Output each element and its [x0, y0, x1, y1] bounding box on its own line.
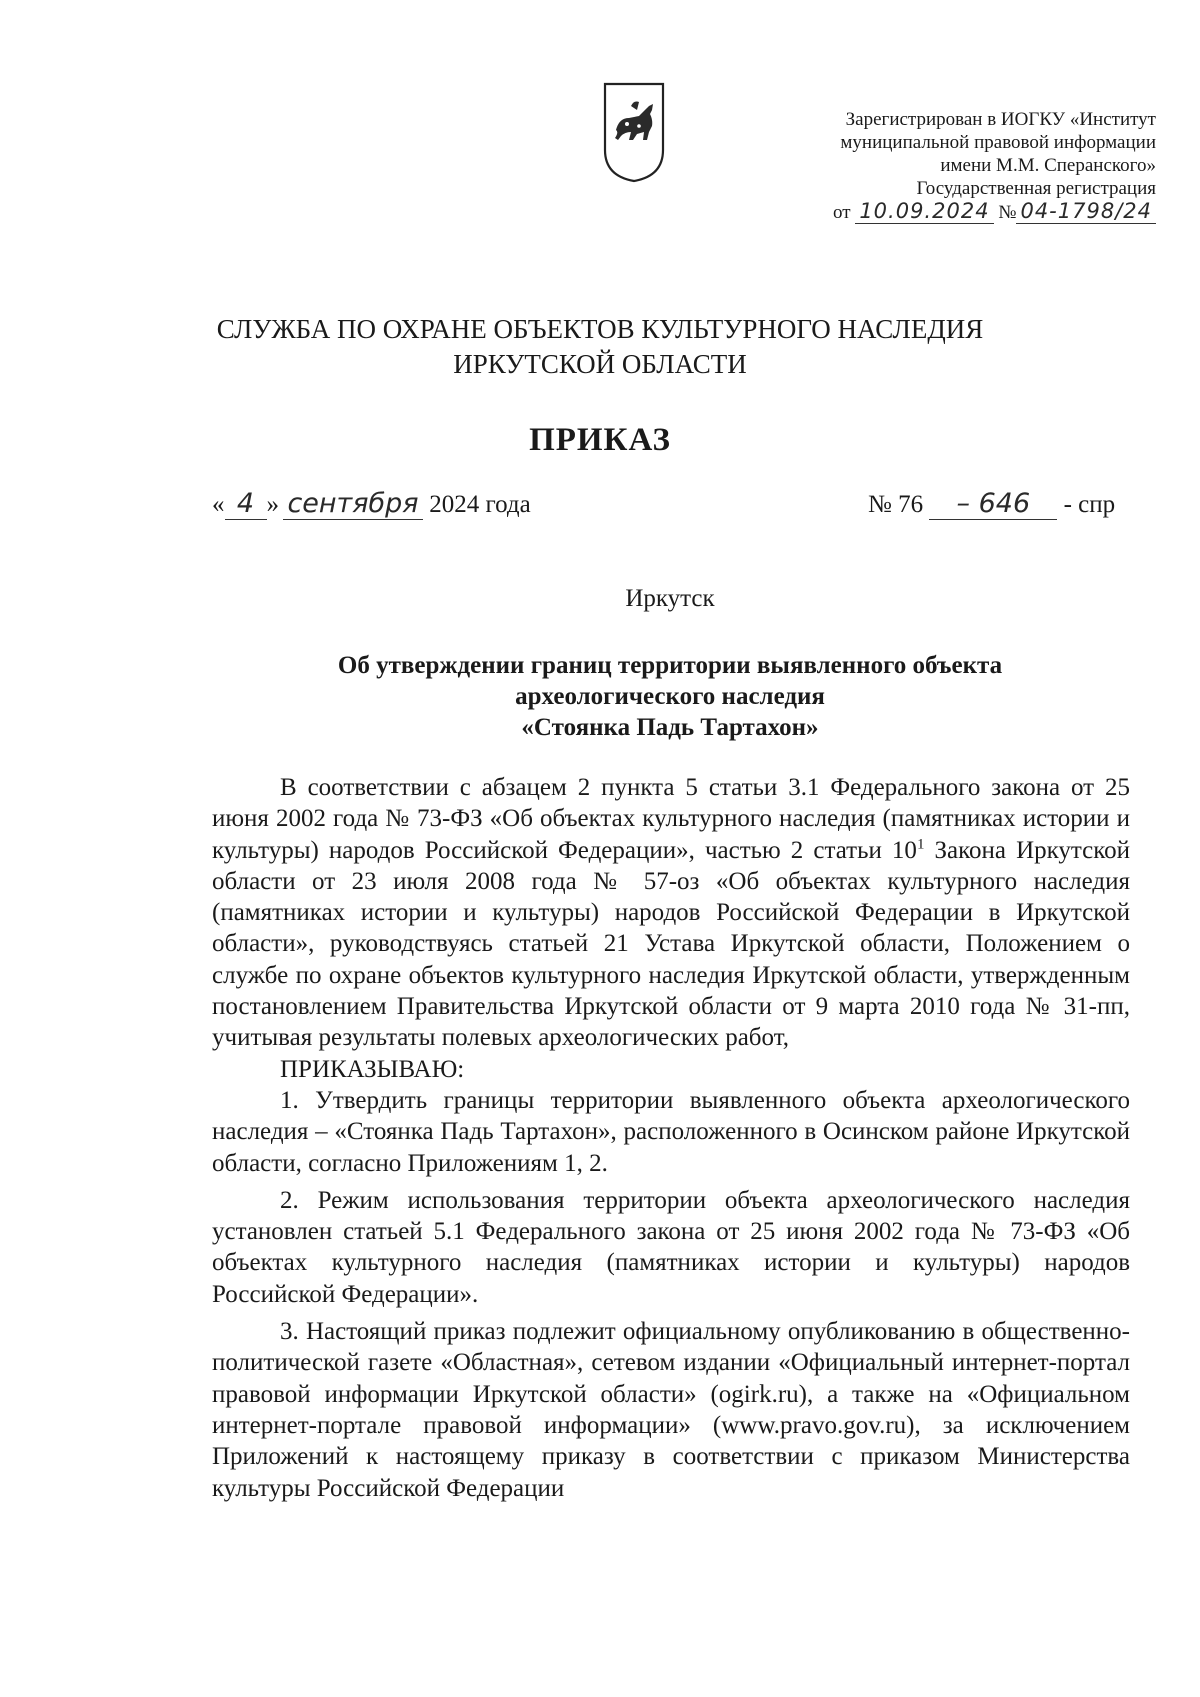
- registration-date-row: [790, 200, 1156, 224]
- order-title: [180, 650, 1160, 743]
- order-body: [212, 772, 1130, 1504]
- order-item-1: 1. Утвердить границы территории выявленного объекта археологического наследия – «Стоянка Падь Тартахон», расположенного в Осинском районе Иркутской области, согласно Приложениям 1, 2.: [212, 1086, 1130, 1177]
- registration-date: 10.09.2024: [855, 200, 993, 224]
- order-word: ПРИКАЗЫВАЮ:: [280, 1055, 465, 1083]
- agency-name-line: ИРКУТСКОЙ ОБЛАСТИ: [453, 349, 747, 379]
- order-number-suffix: - спр: [1063, 491, 1116, 518]
- order-title-line: археологического наследия: [515, 683, 825, 710]
- document-type-title: ПРИКАЗ: [529, 422, 671, 458]
- order-number-prefix: № 76: [868, 491, 924, 518]
- registration-number-prefix: №: [998, 202, 1017, 223]
- date-close-quote: »: [266, 491, 279, 518]
- date-open-quote: «: [212, 491, 225, 518]
- registration-line: имени М.М. Сперанского»: [940, 155, 1156, 176]
- order-item-3: 3. Настоящий приказ подлежит официальному опубликованию в общественно-политической газете «Областная», сетевом издании «Официальный интернет-портал правовой информации Иркутской области» (ogirk.ru), а также на «Официальном интернет-портале правовой информации» (www.pravo.gov.ru), за исключением Приложений к настоящему приказу в соответствии с приказом Министерства культуры Российской Федерации: [212, 1318, 1130, 1502]
- registration-line: Государственная регистрация: [916, 178, 1156, 199]
- registration-number: 04-1798/24: [1016, 200, 1156, 224]
- order-year: 2024 года: [429, 491, 531, 518]
- order-number-value: – 646: [929, 488, 1057, 520]
- registration-prefix: от: [833, 202, 851, 223]
- agency-header: [0, 312, 1200, 382]
- order-date: [212, 488, 531, 520]
- city-name: Иркутск: [625, 585, 715, 612]
- order-item-2: 2. Режим использования территории объекта археологического наследия установлен статьей 5.1 Федерального закона от 25 июня 2002 года № 73-ФЗ «Об объектах культурного наследия (памятниках истории и культуры) народов Российской Федерации».: [212, 1186, 1130, 1308]
- registration-stamp: [790, 108, 1156, 224]
- order-title-line: «Стоянка Падь Тартахон»: [521, 714, 819, 741]
- registration-line: Зарегистрирован в ИОГКУ «Институт: [845, 109, 1156, 130]
- order-month: сентября: [283, 488, 423, 520]
- preamble-paragraph: [212, 772, 1130, 1054]
- article-superscript: 1: [916, 836, 925, 853]
- agency-name-line: СЛУЖБА ПО ОХРАНЕ ОБЪЕКТОВ КУЛЬТУРНОГО НАСЛЕДИЯ: [216, 314, 984, 344]
- order-day: 4: [225, 488, 267, 520]
- preamble-text-b: Закона Иркутской области от 23 июля 2008 года № 57-оз «Об объектах культурного наследия (памятниках истории и культуры) народов Российской Федерации в Иркутской области», руководствуясь статьей 21 Устава Иркутской области, Положением о службе по охране объектов культурного наследия Иркутской области, утвержденным постановлением Правительства Иркутской области от 9 марта 2010 года № 31-пп, учитывая результаты полевых археологических работ,: [212, 836, 1130, 1052]
- preamble-text-a: В соответствии с абзацем 2 пункта 5 статьи 3.1 Федерального закона от 25 июня 2002 года № 73-ФЗ «Об объектах культурного наследия (памятниках истории и культуры) народов Российской Федерации», частью 2 статьи 10: [212, 774, 1130, 864]
- registration-line: муниципальной правовой информации: [840, 132, 1156, 153]
- order-number: [868, 488, 1115, 520]
- order-title-line: Об утверждении границ территории выявленного объекта: [337, 652, 1003, 679]
- irkutsk-coat-of-arms-icon: [601, 80, 667, 184]
